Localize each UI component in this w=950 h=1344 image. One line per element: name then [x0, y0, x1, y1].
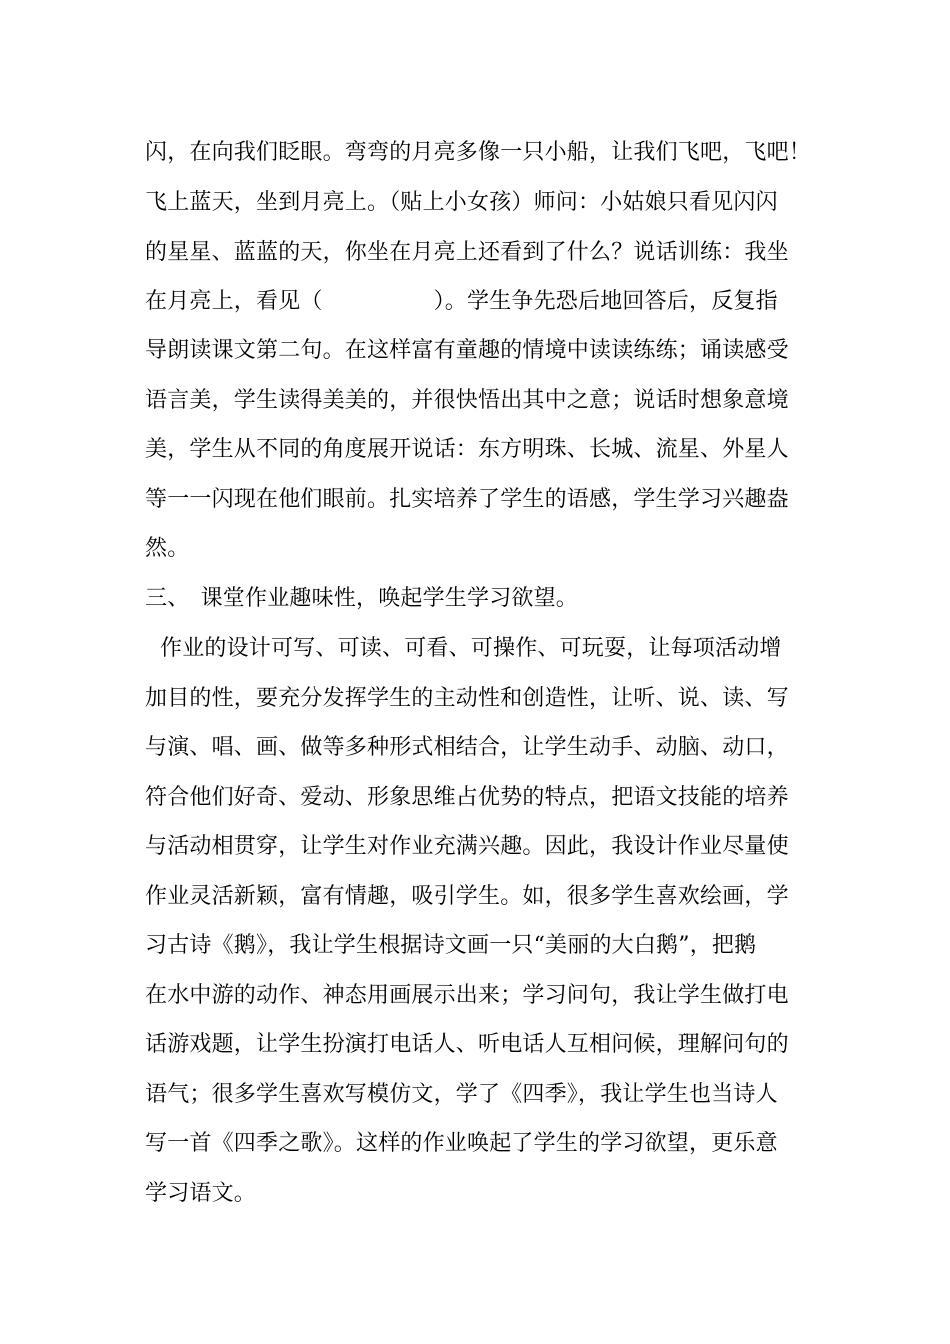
text-line: 与活动相贯穿，让学生对作业充满兴趣。因此，我设计作业尽量使 [145, 834, 789, 859]
text-line: 美，学生从不同的角度展开说话：东方明珠、长城、流星、外星人 [145, 437, 789, 462]
text-line: 的星星、蓝蓝的天，你坐在月亮上还看到了什么？说话训练：我坐 [145, 240, 789, 265]
text-line: 等一一闪现在他们眼前。扎实培养了学生的语感，学生学习兴趣盎 [145, 487, 789, 512]
text-line: 加目的性，要充分发挥学生的主动性和创造性，让听、说、读、写 [145, 686, 789, 711]
text-line: 学习语文。 [145, 1181, 257, 1206]
text-line: 作业灵活新颖，富有情趣，吸引学生。如，很多学生喜欢绘画，学 [145, 884, 789, 909]
text-line: 然。 [145, 536, 190, 561]
text-line: 与演、唱、画、做等多种形式相结合，让学生动手、动脑、动口， [145, 735, 789, 760]
text-line: 话游戏题，让学生扮演打电话人、听电话人互相问候，理解问句的 [145, 1032, 789, 1057]
text-line: 导朗读课文第二句。在这样富有童趣的情境中读读练练；诵读感受 [145, 338, 789, 363]
text-line: 在水中游的动作、神态用画展示出来；学习问句，我让学生做打电 [145, 983, 789, 1008]
text-line: 语气；很多学生喜欢写模仿文，学了《四季》，我让学生也当诗人 [145, 1082, 778, 1107]
text-line: 在月亮上，看见（ ）。学生争先恐后地回答后，反复指 [145, 289, 778, 314]
section-heading: 三、 课堂作业趣味性，唤起学生学习欲望。 [145, 586, 579, 611]
text-line: 飞上蓝天，坐到月亮上。（贴上小女孩）师问：小姑娘只看见闪闪 [145, 190, 778, 215]
text-line: 闪，在向我们眨眼。弯弯的月亮多像一只小船，让我们飞吧，飞吧！ [145, 140, 812, 165]
text-line: 符合他们好奇、爱动、形象思维占优势的特点，把语文技能的培养 [145, 785, 789, 810]
text-line: 写一首《四季之歌》。这样的作业唤起了学生的学习欲望，更乐意 [145, 1131, 778, 1156]
text-line: 作业的设计可写、可读、可看、可操作、可玩耍，让每项活动增 [160, 636, 782, 661]
text-line: 习古诗《鹅》，我让学生根据诗文画一只“美丽的大白鹅”，把鹅 [145, 933, 757, 958]
text-line: 语言美，学生读得美美的，并很快悟出其中之意；说话时想象意境 [145, 388, 789, 413]
